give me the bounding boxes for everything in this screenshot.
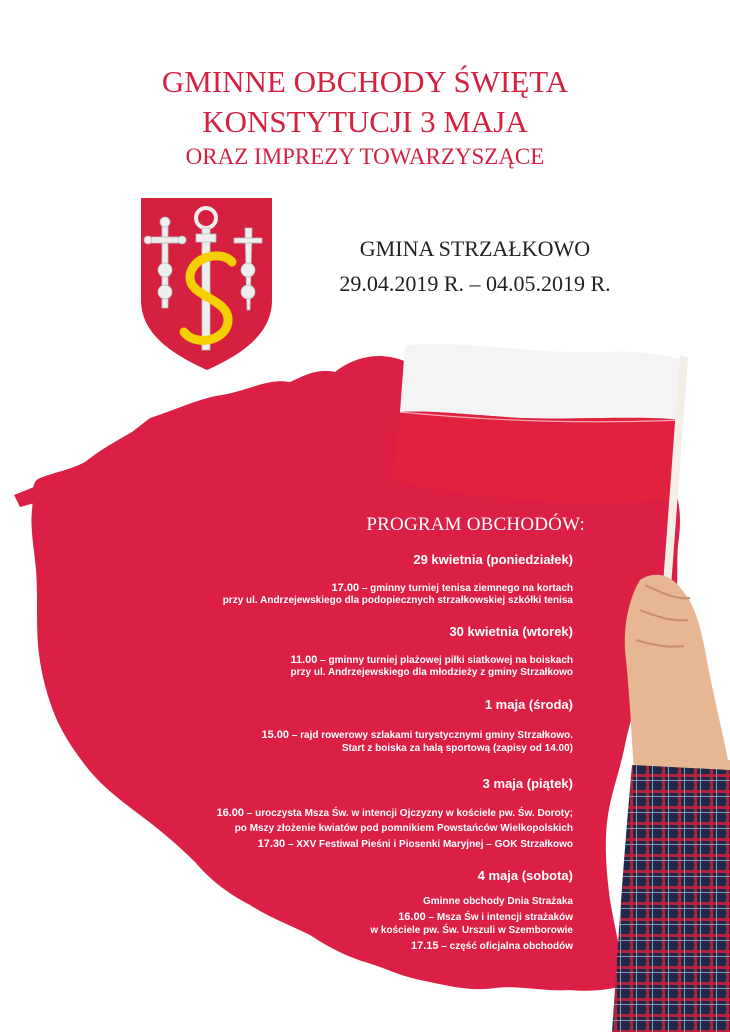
day-heading: 1 maja (środa)	[484, 697, 573, 712]
program-line	[216, 807, 573, 820]
event-text: – XXV Festiwal Pieśni i Piosenki Maryjnej – GOK Strzałkowo	[285, 839, 573, 850]
program-line	[261, 729, 573, 742]
event-text: – gminny turniej tenisa ziemnego na kortach	[359, 583, 573, 594]
event-time: 11.00	[290, 654, 318, 666]
program-line	[332, 582, 573, 595]
program-line	[291, 667, 573, 679]
program-line	[235, 823, 573, 835]
event-text: – gminny turniej plażowej piłki siatkowej na boiskach	[317, 655, 573, 666]
hand	[612, 575, 730, 1032]
program-title: PROGRAM OBCHODÓW:	[366, 514, 585, 535]
event-text: po Mszy złożenie kwiatów pod pomnikiem Powstańców Wielkopolskich	[234, 823, 573, 834]
event-text: – część oficjalna obchodów	[438, 941, 573, 952]
event-text: – Msza Św i intencji strażaków	[425, 912, 573, 923]
event-text: – uroczysta Msza Św. w intencji Ojczyzny w kościele pw. Św. Doroty;	[244, 808, 573, 819]
program-line	[290, 654, 573, 667]
program-line	[223, 595, 573, 607]
program-line	[398, 911, 573, 924]
day-heading: 29 kwietnia (poniedziałek)	[413, 552, 573, 567]
event-time: 17.00	[331, 582, 360, 594]
header-line-2: KONSTYTUCJI 3 MAJA	[202, 104, 528, 139]
header-line-1: GMINNE OBCHODY ŚWIĘTA	[161, 64, 569, 99]
event-text: przy ul. Andrzejewskiego dla młodzieży z gminy Strzałkowo	[290, 667, 573, 678]
day-heading: 30 kwietnia (wtorek)	[449, 624, 573, 639]
event-dates: 29.04.2019 R. – 04.05.2019 R.	[339, 271, 611, 296]
day-heading: 4 maja (sobota)	[477, 868, 573, 883]
program-line	[370, 925, 573, 937]
municipality-name: GMINA STRZAŁKOWO	[359, 236, 591, 261]
program	[190, 514, 585, 974]
event-text: w kościele pw. Św. Urszuli w Szemborowie	[370, 925, 573, 936]
event-text: Start z boiska za halą sportową (zapisy od 14.00)	[341, 743, 573, 754]
day-heading: 3 maja (piątek)	[482, 776, 573, 791]
event-time: 16.00	[398, 911, 426, 923]
program-line	[423, 896, 573, 908]
event-time: 17.15	[410, 940, 439, 952]
program-line	[258, 838, 573, 851]
header-line-3: ORAZ IMPREZY TOWARZYSZĄCE	[185, 144, 545, 169]
event-text: Gminne obchody Dnia Strażaka	[422, 896, 573, 907]
event-text: przy ul. Andrzejewskiego dla podopiecznych strzałkowskiej szkółki tenisa	[222, 595, 573, 606]
event-text: – rajd rowerowy szlakami turystycznymi gminy Strzałkowo.	[289, 730, 573, 741]
event-time: 17.30	[257, 838, 286, 850]
program-line	[411, 940, 573, 953]
coat-of-arms	[141, 198, 272, 370]
event-time: 15.00	[261, 729, 290, 741]
event-time: 16.00	[216, 807, 245, 819]
program-line	[342, 743, 573, 755]
